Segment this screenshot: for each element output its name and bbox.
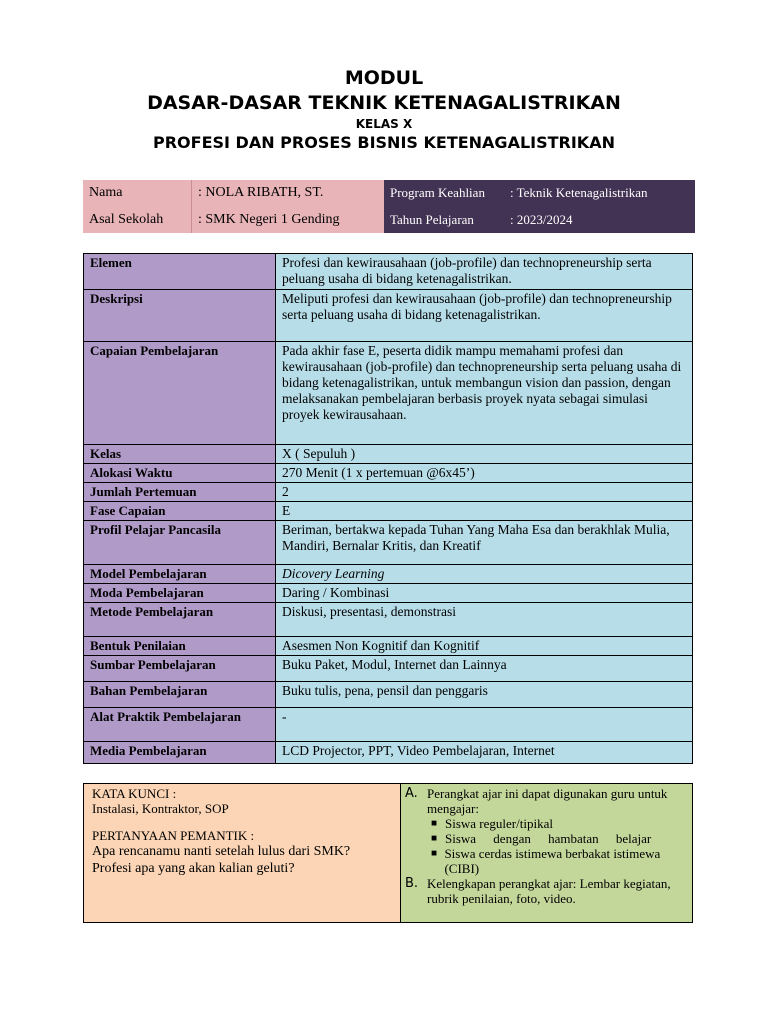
list-marker-a: A.	[405, 786, 418, 801]
trigger-question-1: Apa rencanamu nanti setelah lulus dari SMK?	[92, 844, 351, 859]
trigger-question-2: Profesi apa yang akan kalian geluti?	[92, 861, 295, 876]
list-item: ■ Siswa reguler/tipikal	[431, 816, 553, 831]
table-row	[84, 603, 693, 637]
summary-table	[83, 783, 693, 923]
list-marker-b: B.	[405, 876, 419, 891]
row-value: Asesmen Non Kognitif dan Kognitif	[276, 637, 693, 656]
row-key: Model Pembelajaran	[84, 565, 276, 584]
tahun-label: Tahun Pelajaran	[384, 207, 504, 234]
list-item-b-text: Kelengkapan perangkat ajar: Lembar kegiatan, rubrik penilaian, foto, video.	[427, 876, 671, 906]
trigger-question-label: PERTANYAAN PEMANTIK :	[92, 828, 255, 843]
list-item: ■ Siswa cerdas istimewa berbakat istimewa (CIBI)	[431, 846, 661, 876]
row-value: Meliputi profesi dan kewirausahaan (job-profile) dan technopreneurship serta peluang usaha di bidang ketenagalistrikan.	[276, 290, 693, 342]
row-value: Buku Paket, Modul, Internet dan Lainnya	[276, 656, 693, 682]
program-label: Program Keahlian	[384, 180, 504, 207]
row-value: 2	[276, 483, 693, 502]
row-key: Jumlah Pertemuan	[84, 483, 276, 502]
table-row	[84, 521, 693, 565]
table-row	[84, 637, 693, 656]
nama-label: Nama	[83, 180, 192, 207]
table-row	[84, 584, 693, 603]
nama-value: : NOLA RIBATH, ST.	[192, 180, 385, 207]
row-key: Moda Pembelajaran	[84, 584, 276, 603]
bullet-icon: ■	[431, 818, 438, 829]
row-value: X ( Sepuluh )	[276, 445, 693, 464]
row-value: LCD Projector, PPT, Video Pembelajaran, Internet	[276, 742, 693, 764]
title-class: KELAS X	[355, 117, 413, 131]
table-row	[84, 682, 693, 708]
row-value: Profesi dan kewirausahaan (job-profile) dan technopreneurship serta peluang usaha di bidang ketenagalistrikan.	[276, 254, 693, 290]
row-key: Bahan Pembelajaran	[84, 682, 276, 708]
usage-cell	[401, 784, 693, 923]
table-row	[84, 708, 693, 742]
table-row	[84, 565, 693, 584]
row-value: Diskusi, presentasi, demonstrasi	[276, 603, 693, 637]
list-item-a-text: Perangkat ajar ini dapat digunakan guru untuk mengajar:	[427, 786, 668, 816]
sekolah-value: : SMK Negeri 1 Gending	[192, 207, 385, 234]
student-type-list	[427, 816, 688, 876]
sekolah-label: Asal Sekolah	[83, 207, 192, 234]
list-item: ■ Siswa dengan hambatan belajar	[431, 831, 652, 846]
row-value: Pada akhir fase E, peserta didik mampu memahami profesi dan kewirausahaan (job-profile) dan technopreneurship serta peluang usaha di bidang ketenagalistrikan, untuk membangun vision dan passion, dengan melaksanakan pembelajaran berbasis proyek nyata sebagai simulasi proyek kewirausahaan.	[276, 342, 693, 445]
bullet-icon: ■	[431, 848, 438, 859]
document-title-block	[0, 66, 768, 154]
program-value: : Teknik Ketenagalistrikan	[504, 180, 695, 207]
table-row	[84, 502, 693, 521]
table-row	[84, 483, 693, 502]
row-key: Media Pembelajaran	[84, 742, 276, 764]
row-key: Sumbar Pembelajaran	[84, 656, 276, 682]
row-value: Daring / Kombinasi	[276, 584, 693, 603]
row-key: Alokasi Waktu	[84, 464, 276, 483]
title-topic: PROFESI DAN PROSES BISNIS KETENAGALISTRIKAN	[153, 133, 615, 152]
module-detail-table	[83, 253, 693, 764]
table-row	[84, 656, 693, 682]
list-item	[405, 876, 688, 906]
row-value: -	[276, 708, 693, 742]
keywords-cell	[84, 784, 401, 923]
row-key: Metode Pembelajaran	[84, 603, 276, 637]
row-key: Capaian Pembelajaran	[84, 342, 276, 445]
row-key: Kelas	[84, 445, 276, 464]
table-row	[84, 254, 693, 290]
table-row	[84, 464, 693, 483]
title-subject: DASAR-DASAR TEKNIK KETENAGALISTRIKAN	[147, 92, 621, 114]
row-key: Fase Capaian	[84, 502, 276, 521]
table-row	[84, 342, 693, 445]
table-row	[84, 290, 693, 342]
table-row	[84, 742, 693, 764]
row-key: Bentuk Penilaian	[84, 637, 276, 656]
row-key: Deskripsi	[84, 290, 276, 342]
row-key: Profil Pelajar Pancasila	[84, 521, 276, 565]
table-row	[84, 445, 693, 464]
row-value: Dicovery Learning	[276, 565, 693, 584]
keywords-value: Instalasi, Kontraktor, SOP	[92, 801, 229, 816]
title-modul: MODUL	[344, 67, 424, 89]
tahun-value: : 2023/2024	[504, 207, 695, 234]
row-value: Buku tulis, pena, pensil dan penggaris	[276, 682, 693, 708]
row-key: Elemen	[84, 254, 276, 290]
row-value: E	[276, 502, 693, 521]
row-key: Alat Praktik Pembelajaran	[84, 708, 276, 742]
row-value: 270 Menit (1 x pertemuan @6x45’)	[276, 464, 693, 483]
bullet-icon: ■	[431, 833, 438, 844]
keywords-label: KATA KUNCI :	[92, 786, 177, 801]
list-item	[405, 786, 688, 876]
row-value: Beriman, bertakwa kepada Tuhan Yang Maha Esa dan berakhlak Mulia, Mandiri, Bernalar Kritis, dan Kreatif	[276, 521, 693, 565]
identity-table	[83, 180, 695, 233]
